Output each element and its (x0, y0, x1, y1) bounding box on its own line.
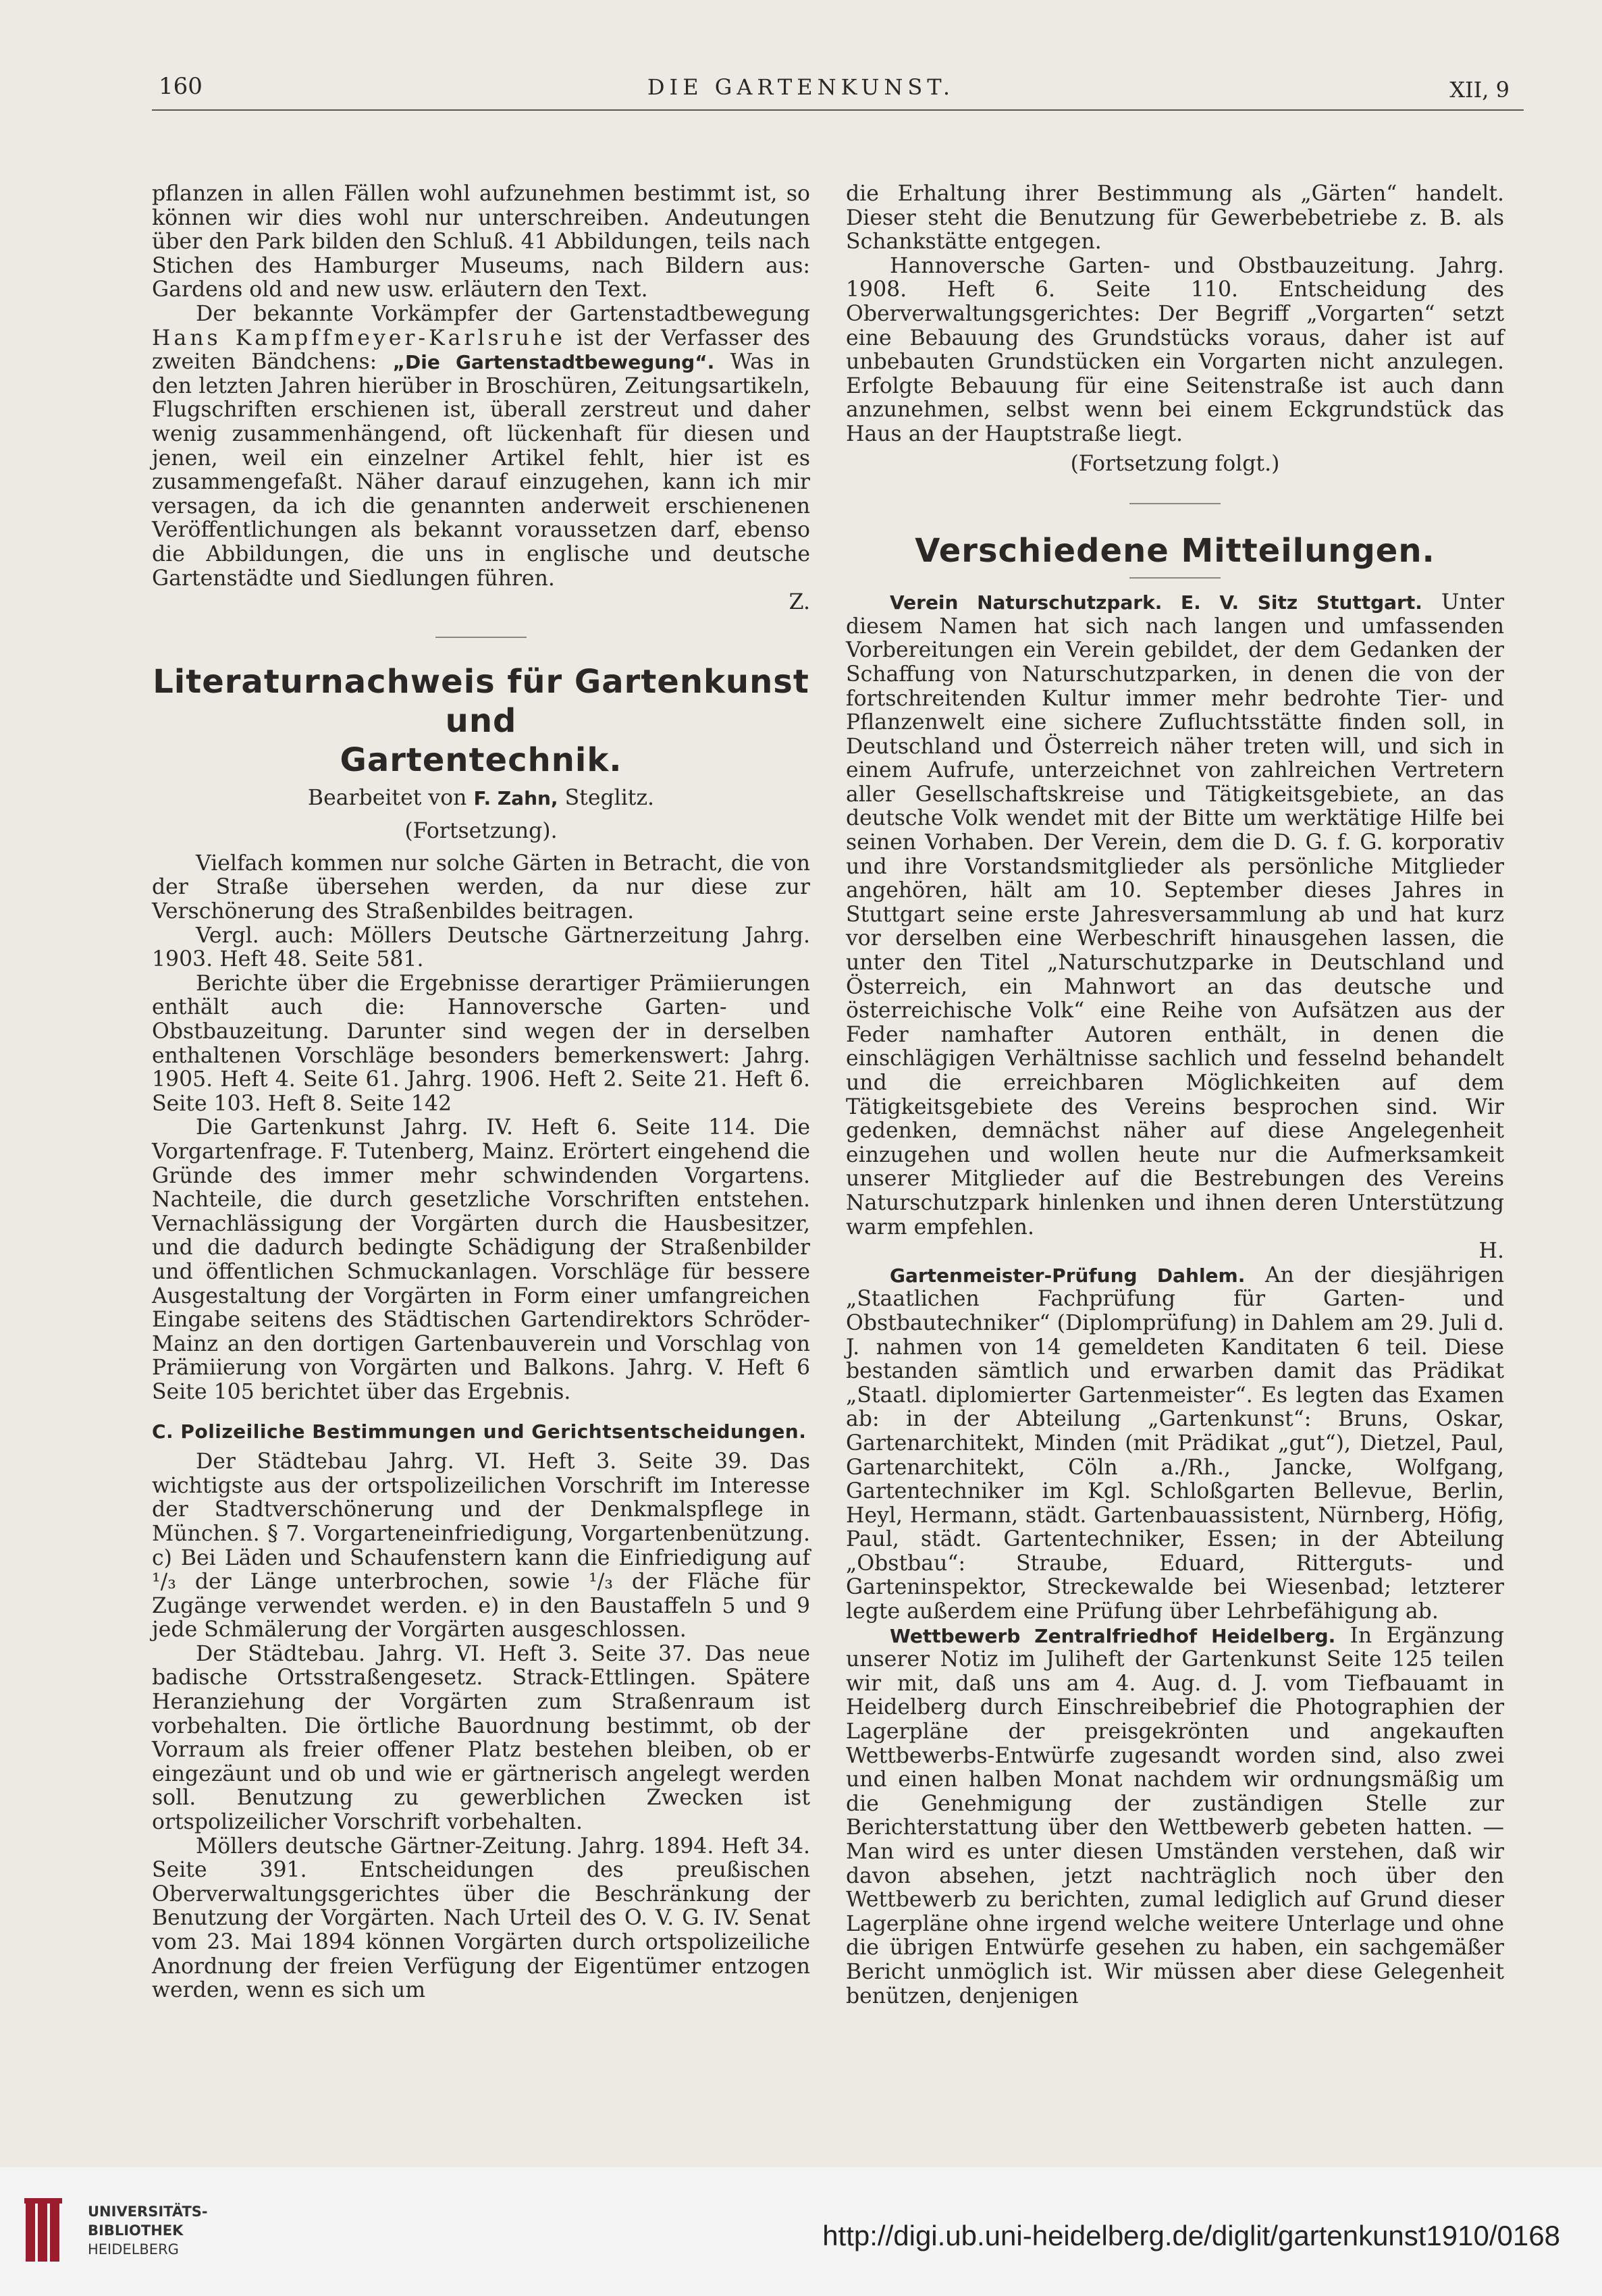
to-be-continued: (Fortsetzung folgt.) (1070, 451, 1280, 476)
right-column (846, 182, 1504, 2008)
news-item-text: In Ergänzung unserer Notiz im Juliheft der Gartenkunst Seite 125 teilen wir mit, daß uns am 4. Aug. d. J. vom Tiefbauamt in Heidelberg durch Einschreibebrief die Photographien der Lagerpläne der preisgekrönten und angekauften Wettbewerbs-Entwürfe zugesandt worden sind, also zwei und einen halben Monat nachdem wir ordnungsmäßig um die Genehmigung der zuständigen Stelle zur Berichterstattung über den Wettbewerb gebeten hatten. — Man wird es unter diesen Umständen verstehen, daß wir davon absehen, jetzt nachträglich noch über den Wettbewerb zu berichten, zumal lediglich auf Grund dieser Lagerpläne ohne irgend welche weitere Unterlage und ohne die übrigen Entwürfe gesehen zu haben, ein sachgemäßer Bericht unmöglich ist. Wir müssen aber diese Gelegenheit benützen, denjenigen (846, 1623, 1504, 2008)
news-item-title: Wettbewerb Zentralfriedhof Heidelberg. (890, 1624, 1336, 1647)
library-name (88, 2202, 208, 2259)
section-title-literature (152, 662, 810, 780)
byline (152, 786, 810, 811)
news-item-naturschutzpark (846, 591, 1504, 1239)
section-title-news: Verschiedene Mitteilungen. (915, 532, 1435, 570)
book-title: „Die Gartenstadtbewegung“. (392, 351, 715, 374)
news-item-title: Gartenmeister-Prüfung Dahlem. (890, 1264, 1246, 1287)
left-paragraph-2-text-a: Der bekannte Vorkämpfer der Gartenstadtbewegung (196, 301, 810, 326)
section-title-line-1: Literaturnachweis für Gartenkunst und (153, 662, 809, 740)
reviewer-signature: Z. (789, 590, 810, 615)
left-paragraph-8: Der Städtebau. Jahrg. VI. Heft 3. Seite 37. Das neue badische Ortsstraßengesetz. Strack-Ettlingen. Spätere Heranziehung der Vorgärten zum Straßenraum ist vorbehalten. Die örtliche Bauordnung bestimmt, ob der Vorraum als freier offener Platz bestehen bleiben, ob er eingezäunt und ob und wie er gärtnerisch angelegt werden soll. Benutzung zu gewerblichen Zwecken ist ortspolizeilicher Vorschrift vorbehalten. (152, 1641, 810, 1835)
byline-place: Steglitz. (564, 785, 655, 810)
news-item-gartenmeister (846, 1264, 1504, 1624)
byline-author: F. Zahn, (473, 786, 558, 809)
right-paragraph-1: die Erhaltung ihrer Bestimmung als „Gärten“ handelt. Dieser steht die Benutzung für Gewerbebetriebe z. B. als Schankstätte entgegen. (846, 182, 1504, 255)
sub-heading-c: C. Polizeiliche Bestimmungen und Gerichtsentscheidungen. (152, 1420, 807, 1443)
separator (1129, 577, 1221, 579)
left-paragraph-7: Der Städtebau Jahrg. VI. Heft 3. Seite 39. Das wichtigste aus der ortspolizeilichen Vorschrift im Interesse der Stadtverschönerung und der Denkmalspflege in München. § 7. Vorgarteneinfriedigung, Vorgartenbenützung. c) Bei Läden und Schaufenstern kann die Einfriedigung auf ¹/₃ der Länge unterbrochen, sowie ¹/₃ der Fläche für Zugänge verwendet werden. e) in den Baustaffeln 5 und 9 jede Schmälerung der Vorgärten ausgeschlossen. (152, 1449, 810, 1643)
left-paragraph-9: Möllers deutsche Gärtner-Zeitung. Jahrg. 1894. Heft 34. Seite 391. Entscheidungen des preußischen Oberverwaltungsgerichtes über die Beschränkung der Benutzung der Vorgärten. Nach Urteil des O. V. G. IV. Senat vom 23. Mai 1894 können Vorgärten durch ortspolizeiliche Anordnung der freien Verfügung der Eigentümer entzogen werden, wenn es sich um (152, 1834, 810, 2003)
separator (1129, 503, 1221, 504)
left-paragraph-1: pflanzen in allen Fällen wohl aufzunehmen bestimmt ist, so können wir dies wohl nur unterschreiben. Andeutungen über den Park bilden den Schluß. 41 Abbildungen, teils nach Stichen des Hamburger Museums, nach Bildern aus: Gardens old and new usw. erläutern den Text. (152, 182, 810, 302)
left-paragraph-6: Die Gartenkunst Jahrg. IV. Heft 6. Seite 114. Die Vorgartenfrage. F. Tutenberg, Mainz. Erörtert eingehend die Gründe des immer mehr schwindenden Vorgartens. Nachteile, die durch gesetzliche Vorschriften entstehen. Vernachlässigung der Vorgärten durch die Hausbesitzer, und die dadurch bedingte Schädigung der Straßenbilder und öffentlichen Schmuckanlagen. Vorschläge für bessere Ausgestaltung der Vorgärten in Form einer umfangreichen Eingabe seitens des Städtischen Gartendirektors Schröder-Mainz an den dortigen Gartenbauverein und Vorschlag von Prämiierung von Vorgärten und Balkons. Jahrg. V. Heft 6 Seite 105 berichtet über das Ergebnis. (152, 1115, 810, 1404)
left-paragraph-4: Vergl. auch: Möllers Deutsche Gärtnerzeitung Jahrg. 1903. Heft 48. Seite 581. (152, 923, 810, 972)
university-seal-icon (19, 2194, 73, 2268)
left-paragraph-5: Berichte über die Ergebnisse derartiger Prämiierungen enthält auch die: Hannoversche Garten- und Obstbauzeitung. Darunter sind wegen der in derselben enthaltenen Vorschläge besonders bemerkenswert: Jahrg. 1905. Heft 4. Seite 61. Jahrg. 1906. Heft 2. Seite 21. Heft 6. Seite 103. Heft 8. Seite 142 (152, 971, 810, 1116)
right-paragraph-2: Hannoversche Garten- und Obstbauzeitung. Jahrg. 1908. Heft 6. Seite 110. Entscheidung des Oberverwaltungsgerichtes: Der Begriff „Vorgarten“ setzt eine Bebauung des Grundstücks voraus, daher ist auf unbebauten Grundstücken ein Vorgarten nicht anzulegen. Erfolgte Bebauung für eine Seitenstraße ist auch dann anzunehmen, selbst wenn bei einem Eckgrundstück das Haus an der Hauptstraße liegt. (846, 253, 1504, 446)
left-paragraph-2-text-c: Was in den letzten Jahren hierüber in Broschüren, Zeitungsartikeln, Flugschriften erschienen ist, überall zerstreut und daher wenig zusammenhängend, oft lückenhaft für diesen und jenen, weil ein einzelner Artikel fehlt, hier ist es zusammengefaßt. Näher darauf einzugehen, kann ich mir versagen, da ich die genannten anderweit erschienenen Veröffentlichungen als bekannt voraussetzen darf, ebenso die Abbildungen, die uns in englische und deutsche Gartenstädte und Siedlungen führen. (152, 350, 810, 591)
continuation-note: (Fortsetzung). (404, 819, 558, 844)
digitization-footer (0, 2167, 1602, 2296)
news-item-signature: H. (1478, 1239, 1504, 1264)
news-item-wettbewerb (846, 1624, 1504, 2009)
news-item-text: Unter diesem Namen hat sich nach langen und umfassenden Vorbereitungen ein Verein gebildet, der dem Gedanken der Schaffung von Naturschutzparken, in denen die von der fortschreitenden Kultur immer mehr bedrohte Tier- und Pflanzenwelt eine sichere Zufluchtsstätte finden soll, in Deutschland und Österreich näher treten will, und sich in einem Aufrufe, unterzeichnet von zahlreichen Vertretern aller Gesellschaftskreise und Tätigkeitsgebiete, an das deutsche Volk wendet mit der Bitte um werktätige Hilfe bei seinen Vorhaben. Der Verein, dem die D. G. f. G. korporativ und ihre Vorstandsmitglieder als persönliche Mitglieder angehören, hält am 10. September dieses Jahres in Stuttgart seine erste Jahresversammlung ab und hat kurz vor derselben eine Werbeschrift hinausgehen lassen, die unter den Titel „Naturschutzparke in Deutschland und Österreich, ein Mahnwort an das deutsche und österreichische Volk“ eine Reihe von Aufsätzen aus der Feder namhafter Autoren enthält, in denen die einschlägigen Verhältnisse sachlich und fesselnd behandelt und die erreichbaren Möglichkeiten auf dem Tätigkeitsgebiete des Vereins besprochen sind. Wir gedenken, demnächst näher auf diese Angelegenheit einzugehen und wollen heute nur die Aufmerksamkeit unserer Mitglieder auf die Bestrebungen des Vereins Naturschutzpark hinlenken und ihnen deren Unterstützung warm empfehlen. (846, 590, 1505, 1239)
library-name-line-3: HEIDELBERG (88, 2241, 179, 2258)
byline-prefix: Bearbeitet von (307, 785, 467, 810)
news-item-title: Verein Naturschutzpark. E. V. Sitz Stuttgart. (890, 591, 1422, 614)
left-column (152, 182, 810, 2003)
author-name: Hans Kampffmeyer-Karlsruhe (152, 325, 566, 350)
left-paragraph-3: Vielfach kommen nur solche Gärten in Betracht, die von der Straße übersehen werden, da nur diese zur Verschönerung des Straßenbildes beitragen. (152, 851, 810, 924)
news-item-text: An der diesjährigen „Staatlichen Fachprüfung für Garten- und Obstbautechniker“ (Diplomprüfung) in Dahlem am 29. Juli d. J. nahmen von 14 gemeldeten Kanditaten 6 teil. Diese bestanden sämtlich und erwarben damit das Prädikat „Staatl. diplomierter Gartenmeister“. Es legten das Examen ab: in der Abteilung „Gartenkunst“: Bruns, Oskar, Gartenarchitekt, Minden (mit Prädikat „gut“), Dietzel, Paul, Gartenarchitekt, Cöln a./Rh., Jancke, Wolfgang, Gartentechniker im Kgl. Schloßgarten Bellevue, Berlin, Heyl, Hermann, städt. Gartenbauassistent, Nürnberg, Höfig, Paul, städt. Gartentechniker, Essen; in der Abteilung „Obstbau“: Straube, Eduard, Ritterguts- und Garteninspektor, Streckewalde bei Wiesenbad; letzterer legte außerdem eine Prüfung über Lehrbefähigung ab. (846, 1262, 1505, 1624)
journal-title: DIE GARTENKUNST. (647, 74, 955, 100)
library-name-line-2: BIBLIOTHEK (88, 2222, 184, 2239)
left-paragraph-2 (152, 302, 810, 591)
separator (435, 637, 527, 638)
source-url-link[interactable]: http://digi.ub.uni-heidelberg.de/diglit/gartenkunst1910/0168 (822, 2220, 1560, 2251)
header-rule (152, 109, 1524, 111)
section-title-line-2: Gartentechnik. (340, 741, 622, 779)
library-name-line-1: UNIVERSITÄTS- (88, 2204, 208, 2220)
left-paragraph-2-text-b: ist der Verfasser des zweiten Bändchens: (152, 325, 811, 375)
page-number: 160 (159, 73, 203, 100)
issue-number: XII, 9 (1449, 77, 1510, 103)
